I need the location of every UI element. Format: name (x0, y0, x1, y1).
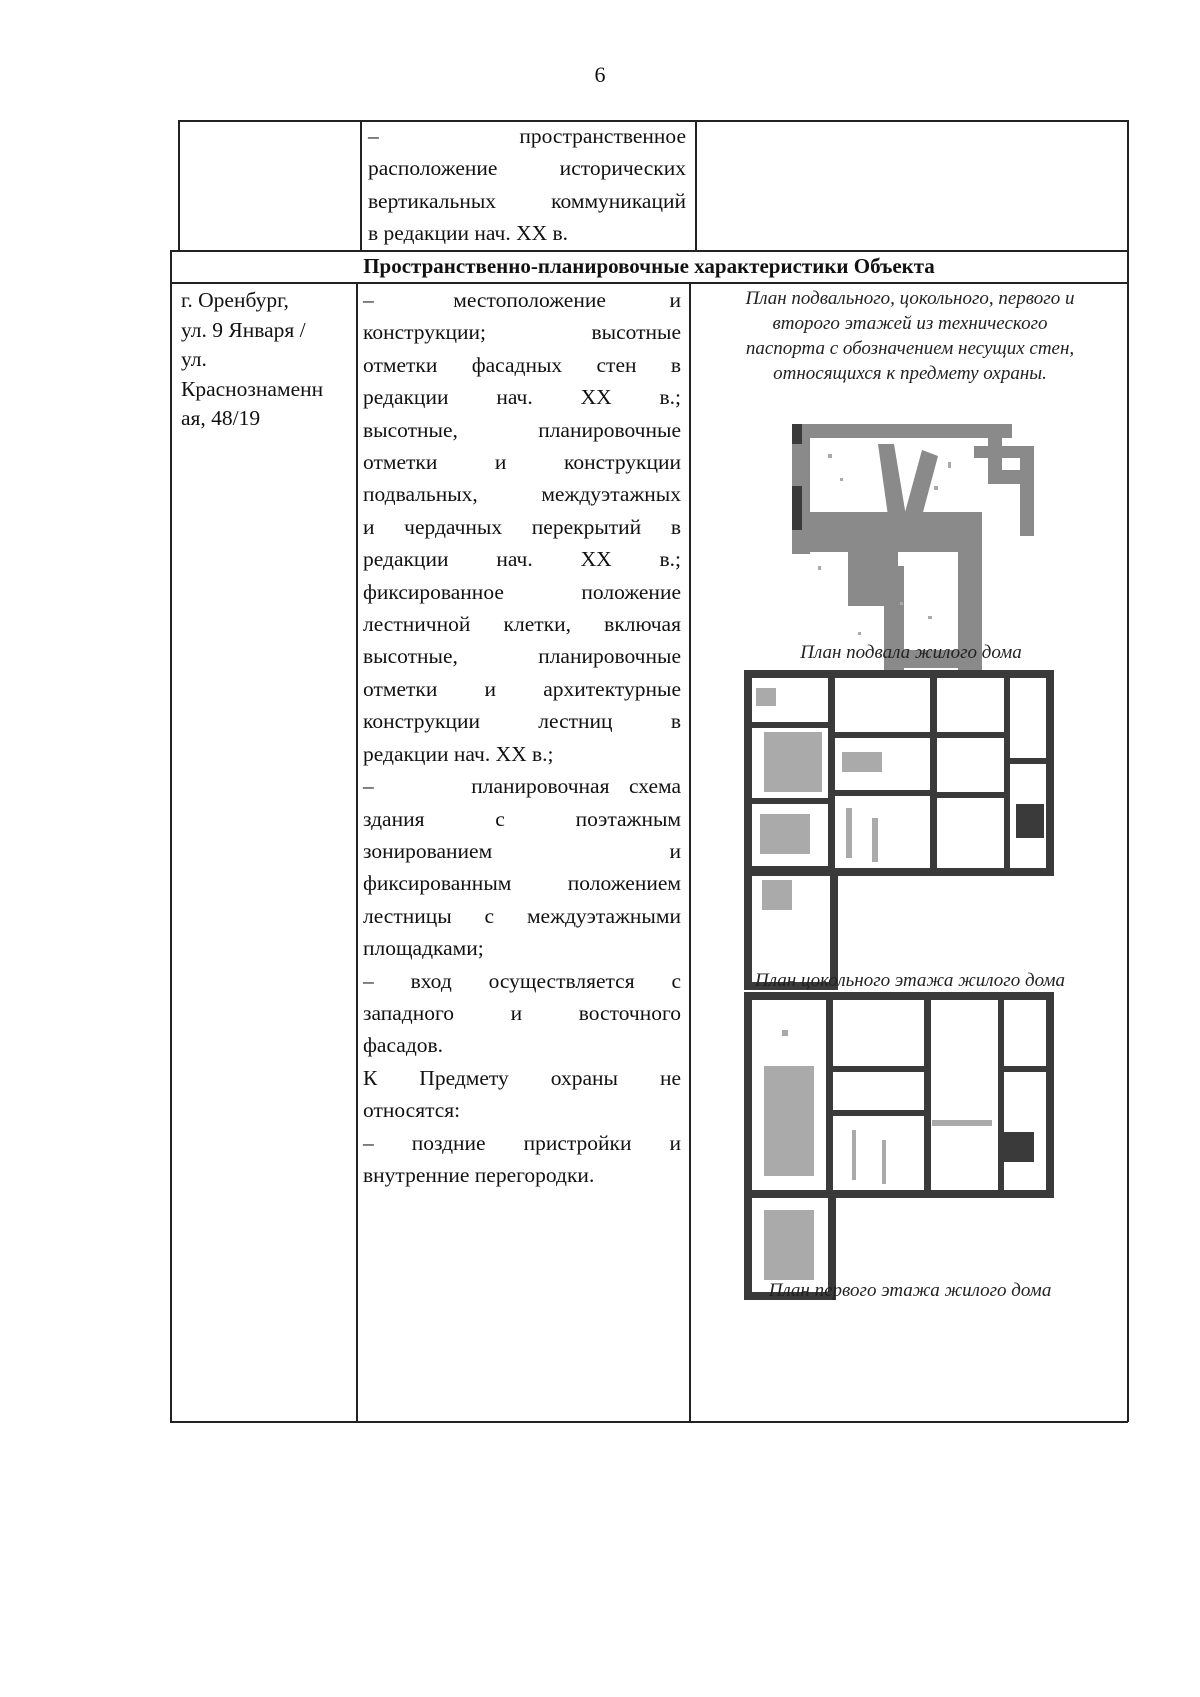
characteristic-line: зонированием и (363, 838, 681, 863)
text-line: расположение исторических (368, 156, 686, 181)
intro-line: паспорта с обозначением несущих стен, (745, 338, 1075, 359)
text-line: – пространственное (368, 124, 686, 148)
characteristic-line: относятся: (363, 1098, 461, 1123)
basement-floor-plan (788, 416, 1054, 672)
first-floor-plan-caption: План первого этажа жилого дома (768, 1280, 1052, 1301)
intro-line: второго этажей из технического (772, 313, 1048, 334)
row-divider-1 (170, 250, 1128, 252)
table-border-left-top (178, 120, 180, 250)
table-border-right (1127, 120, 1129, 1422)
column-divider-1-top (360, 120, 362, 250)
intro-line: относящихся к предмету охраны. (773, 363, 1047, 384)
characteristic-line: конструкции лестниц в (363, 709, 681, 734)
table-border-left (170, 250, 172, 1422)
column-divider-1 (356, 282, 358, 1422)
address-line: Краснознаменн (181, 376, 324, 401)
column-divider-2 (689, 282, 691, 1422)
characteristic-line: редакции нач. XX в.; (363, 385, 681, 410)
basement-plan-caption: План подвала жилого дома (800, 642, 1022, 663)
vertical-communications-text (368, 120, 686, 250)
characteristic-line: – планировочная схема (363, 774, 681, 799)
characteristic-line: подвальных, междуэтажных (363, 482, 681, 507)
characteristic-line: – поздние пристройки и (363, 1130, 681, 1155)
characteristic-line: – местоположение и (363, 288, 681, 312)
characteristic-line: фиксированным положением (363, 871, 681, 896)
characteristic-line: внутренние перегородки. (363, 1162, 595, 1187)
table-border-bottom (170, 1421, 1128, 1423)
characteristic-line: высотные, планировочные (363, 644, 681, 669)
characteristic-line: лестничной клетки, включая (363, 612, 681, 637)
characteristic-line: высотные, планировочные (363, 417, 681, 442)
characteristic-line: отметки и архитектурные (363, 676, 681, 701)
characteristic-line: отметки и конструкции (363, 450, 681, 475)
protected-characteristics (363, 284, 681, 1191)
intro-line: План подвального, цокольного, первого и (745, 288, 1075, 309)
page-number: 6 (594, 62, 606, 87)
address-line: ая, 48/19 (181, 406, 261, 430)
characteristic-line: – вход осуществляется с (363, 968, 681, 993)
characteristic-line: К Предмету охраны не (363, 1065, 681, 1090)
characteristic-line: редакции нач. XX в.; (363, 741, 554, 766)
plans-intro (696, 286, 1124, 386)
characteristic-line: площадками; (363, 936, 484, 961)
characteristic-line: и чердачных перекрытий в (363, 514, 681, 539)
text-line: в редакции нач. XX в. (368, 221, 569, 246)
characteristic-line: редакции нач. XX в.; (363, 547, 681, 572)
object-address (181, 286, 353, 434)
characteristic-line: фасадов. (363, 1033, 444, 1058)
characteristic-line: отметки фасадных стен в (363, 352, 681, 377)
address-line: ул. (181, 347, 207, 371)
characteristic-line: здания с поэтажным (363, 806, 681, 831)
first-floor-plan (742, 990, 1062, 1300)
characteristic-line: конструкции; высотные (363, 320, 681, 345)
characteristic-line: западного и восточного (363, 1000, 681, 1025)
plinth-floor-plan (742, 668, 1062, 990)
text-line: вертикальных коммуникаций (368, 188, 686, 213)
characteristic-line: фиксированное положение (363, 579, 681, 604)
plinth-plan-caption: План цокольного этажа жилого дома (755, 970, 1065, 991)
column-divider-2-top (695, 120, 697, 250)
address-line: ул. 9 Января / (181, 317, 306, 342)
section-heading: Пространственно-планировочные характеристики Объекта (363, 254, 935, 278)
protection-table (170, 120, 1128, 1422)
address-line: г. Оренбург, (181, 288, 289, 312)
characteristic-line: лестницы с междуэтажными (363, 903, 681, 928)
